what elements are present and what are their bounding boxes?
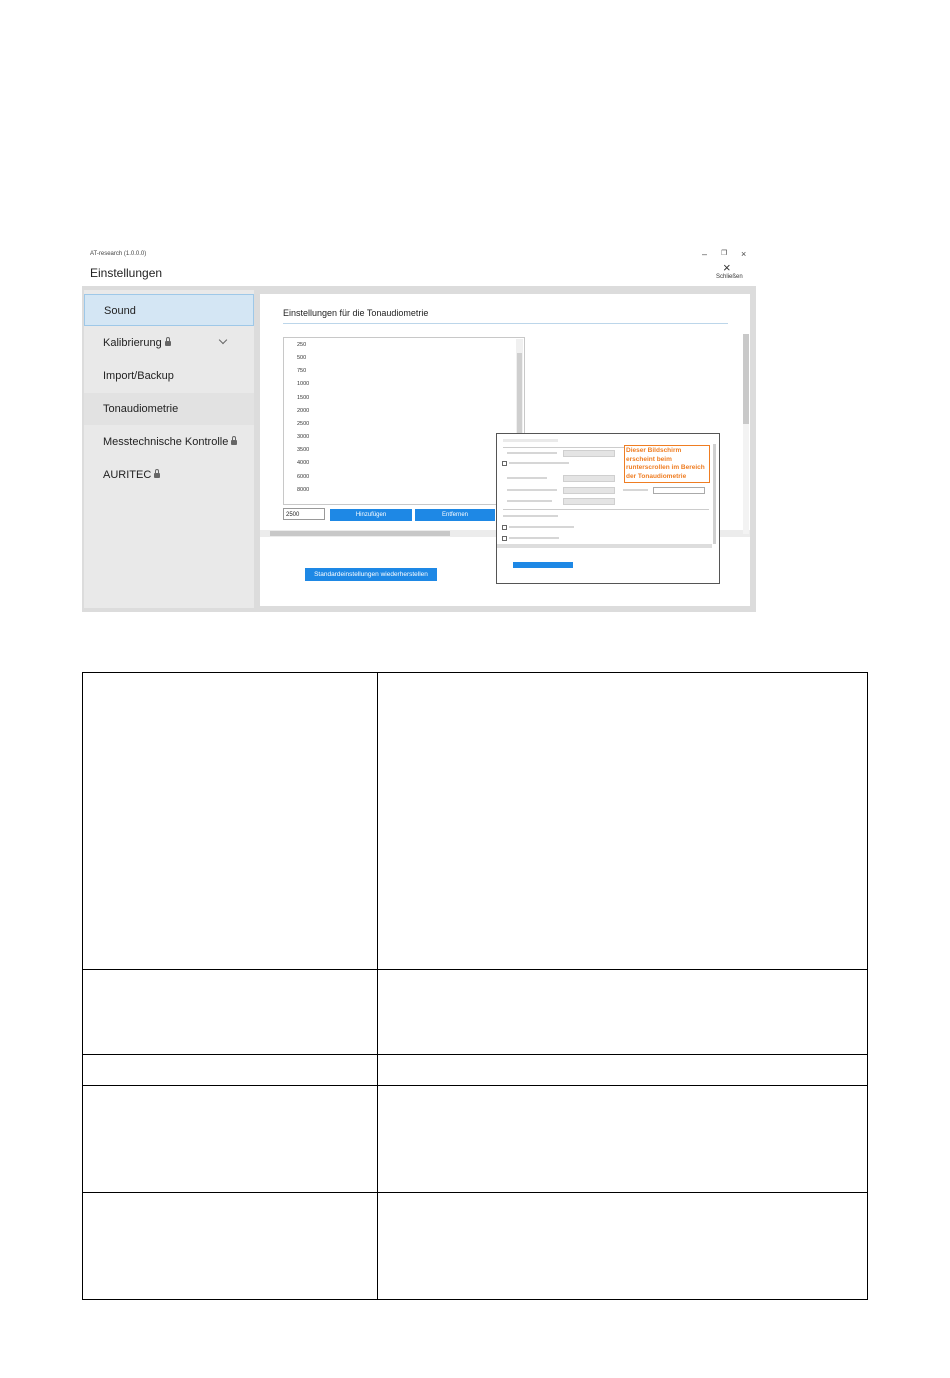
settings-content: [260, 294, 750, 606]
inset-label: [507, 500, 552, 502]
close-icon[interactable]: ×: [723, 260, 731, 275]
inset-checkbox: [502, 536, 507, 541]
table-cell: [377, 1192, 868, 1300]
inset-label: [507, 452, 557, 454]
app-title: AT-research (1.0.0.0): [90, 251, 147, 257]
scrollbar-thumb[interactable]: [743, 334, 749, 424]
table-cell: [82, 1085, 378, 1193]
list-item[interactable]: 1500: [297, 395, 310, 401]
list-item[interactable]: 6000: [297, 474, 310, 480]
sidebar-item-label: Tonaudiometrie: [103, 403, 179, 415]
inset-button: [513, 562, 573, 568]
inset-label: [509, 526, 574, 528]
sidebar-item-messtechnische-kontrolle[interactable]: [84, 426, 254, 458]
chevron-down-icon[interactable]: [219, 336, 227, 344]
table-cell: [82, 1054, 378, 1086]
sidebar-item-label: AURITEC: [103, 469, 152, 481]
table-cell: [377, 969, 868, 1055]
list-item[interactable]: 500: [297, 355, 307, 361]
list-item[interactable]: 8000: [297, 487, 310, 493]
table-cell: [82, 1192, 378, 1300]
inset-label: [507, 489, 557, 491]
sidebar-item-label-wrap: [103, 469, 160, 481]
list-item[interactable]: 4000: [297, 460, 310, 466]
inset-field: [563, 487, 615, 494]
inset-field: [563, 450, 615, 457]
sidebar-item-label-wrap: [103, 436, 237, 448]
list-item[interactable]: 3000: [297, 434, 310, 440]
inset-checkbox: [502, 461, 507, 466]
sidebar-item-label: Sound: [104, 305, 136, 317]
inset-scrollbar: [713, 444, 716, 544]
vertical-scrollbar[interactable]: [743, 334, 749, 534]
inset-screenshot: [496, 433, 720, 584]
sidebar-item-sound[interactable]: [84, 294, 254, 326]
table-cell: [82, 969, 378, 1055]
list-item[interactable]: 3500: [297, 447, 310, 453]
inset-label: [507, 477, 547, 479]
lock-icon: [154, 473, 160, 478]
info-table: [82, 672, 868, 1300]
frequency-input[interactable]: 2500: [283, 508, 325, 520]
inset-label: [509, 462, 569, 464]
page-title: Einstellungen: [90, 266, 163, 280]
inset-title-line: [503, 439, 558, 442]
add-button[interactable]: Hinzufügen: [330, 509, 412, 521]
list-item[interactable]: 750: [297, 368, 307, 374]
sidebar-item-auritec[interactable]: [84, 459, 254, 491]
close-button-label[interactable]: Schließen: [716, 274, 743, 280]
table-cell: [82, 672, 378, 970]
sidebar-item-tonaudiometrie[interactable]: [84, 393, 254, 425]
sidebar-item-label: Kalibrierung: [103, 337, 162, 349]
sidebar-item-label: Messtechnische Kontrolle: [103, 436, 229, 448]
list-item[interactable]: 250: [297, 342, 307, 348]
inset-label: [623, 489, 648, 491]
lock-icon: [231, 440, 237, 445]
table-cell: [377, 1054, 868, 1086]
minimize-icon[interactable]: –: [702, 249, 708, 259]
sidebar-item-kalibrierung[interactable]: [84, 327, 254, 359]
window-close-icon[interactable]: ×: [741, 249, 747, 259]
section-title: Einstellungen für die Tonaudiometrie: [283, 308, 429, 318]
restore-defaults-button[interactable]: Standardeinstellungen wiederherstellen: [305, 568, 437, 581]
table-cell: [377, 1085, 868, 1193]
list-item[interactable]: 1000: [297, 381, 310, 387]
table-cell: [377, 672, 868, 970]
scrollbar-thumb[interactable]: [270, 531, 450, 536]
sidebar-item-label: Import/Backup: [103, 370, 174, 382]
inset-divider: [503, 509, 709, 510]
lock-icon: [165, 341, 171, 346]
sidebar-item-label-wrap: [103, 337, 171, 349]
app-window: [82, 248, 756, 612]
callout-note: Dieser Bildschirm erscheint beim runterscrollen im Bereich der Tonaudiometrie: [624, 445, 710, 483]
inset-dropdown: [653, 487, 705, 494]
inset-label: [503, 515, 558, 517]
inset-field: [563, 475, 615, 482]
sidebar: [84, 290, 254, 608]
inset-checkbox: [502, 525, 507, 530]
list-item[interactable]: 2000: [297, 408, 310, 414]
sidebar-item-import-backup[interactable]: [84, 360, 254, 392]
inset-label: [509, 537, 559, 539]
title-bar: [82, 248, 756, 286]
remove-button[interactable]: Entfernen: [415, 509, 495, 521]
window-body: [82, 286, 756, 612]
maximize-icon[interactable]: ❐: [721, 250, 728, 257]
inset-field: [563, 498, 615, 505]
inset-scrollbar: [497, 544, 712, 548]
frequency-list[interactable]: [283, 337, 525, 505]
section-divider: [283, 323, 728, 324]
list-item[interactable]: 2500: [297, 421, 310, 427]
